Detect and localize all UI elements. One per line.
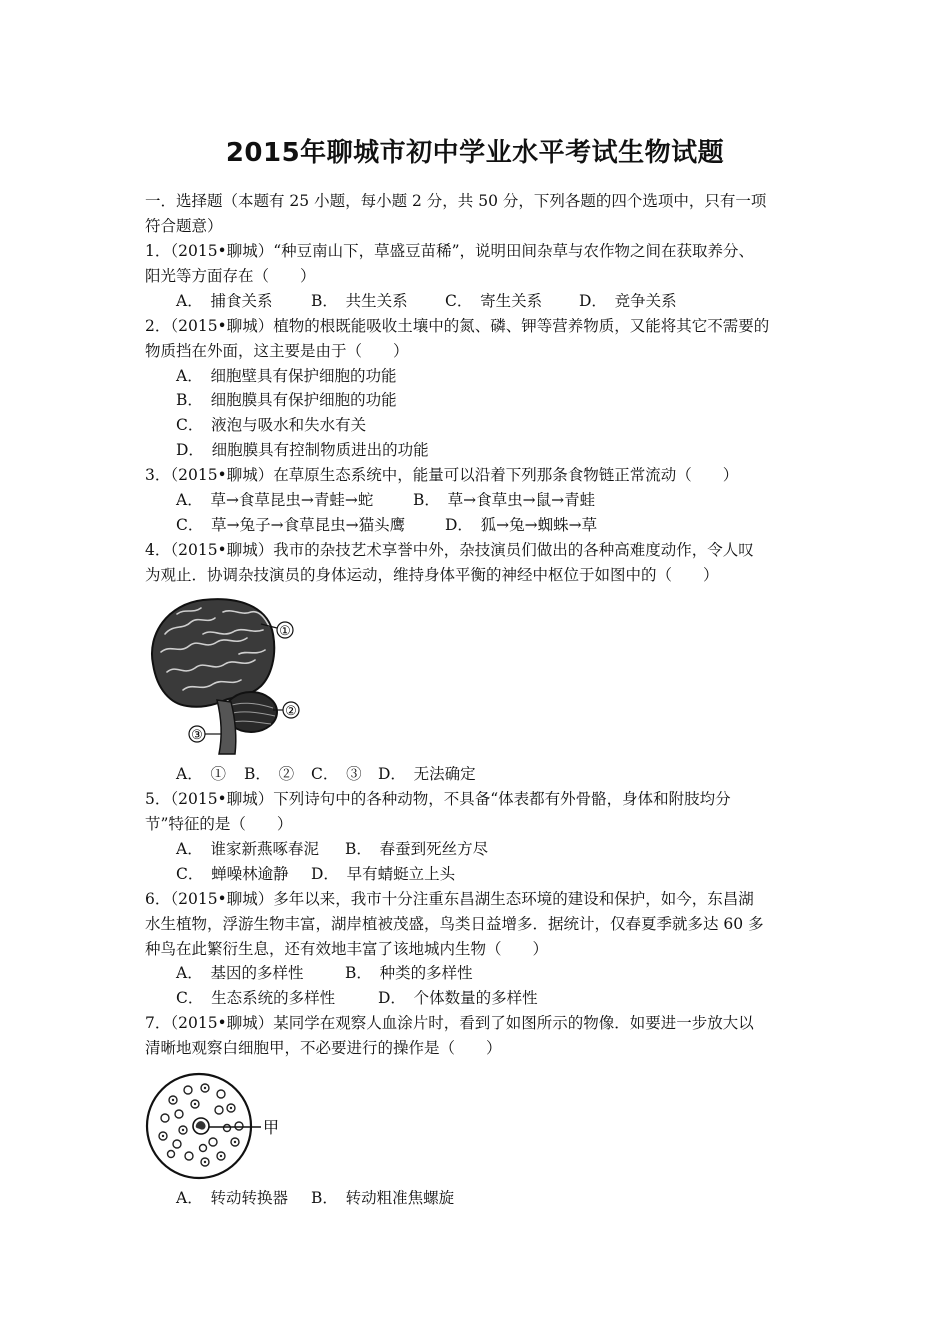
- q6-option-d: D． 个体数量的多样性: [378, 989, 538, 1007]
- q4-stem-line-2: 为观止．协调杂技演员的身体运动，维持身体平衡的神经中枢位于如图中的（ ）: [145, 566, 719, 584]
- blood-smear-diagram: [143, 1070, 283, 1182]
- q1-stem-line-2: 阳光等方面存在（ ）: [145, 267, 316, 285]
- q4-option-a: A． ①: [176, 765, 226, 783]
- q2-stem-line-1: 2．（2015•聊城）植物的根既能吸收土壤中的氮、磷、钾等营养物质，又能将其它不需要的: [145, 317, 770, 335]
- q2-option-a: A． 细胞壁具有保护细胞的功能: [176, 367, 397, 385]
- q5-stem-line-1: 5．（2015•聊城）下列诗句中的各种动物，不具备“体表都有外骨骼，身体和附肢均分: [145, 790, 731, 808]
- q5-option-b: B． 春蚕到死丝方尽: [345, 840, 489, 858]
- q4-option-b: B． ②: [244, 765, 295, 783]
- q1-stem-line-1: 1．（2015•聊城）“种豆南山下，草盛豆苗稀”，说明田间杂草与农作物之间在获取养分、: [145, 242, 755, 260]
- q1-option-b: B． 共生关系: [311, 292, 408, 310]
- q5-option-c: C． 蝉噪林逾静: [176, 865, 289, 883]
- brain-label-1: ①: [279, 624, 291, 639]
- q6-stem-line-1: 6．（2015•聊城）多年以来，我市十分注重东昌湖生态环境的建设和保护，如今，东昌湖: [145, 890, 754, 908]
- q1-option-a: A． 捕食关系: [176, 292, 273, 310]
- q2-option-c: C． 液泡与吸水和失水有关: [176, 416, 367, 434]
- q3-option-c: C． 草→兔子→食草昆虫→猫头鹰: [176, 516, 406, 534]
- q7-option-b: B． 转动粗准焦螺旋: [311, 1189, 455, 1207]
- q2-option-d: D． 细胞膜具有控制物质进出的功能: [176, 441, 429, 459]
- q6-option-a: A． 基因的多样性: [176, 964, 304, 982]
- q7-stem-line-2: 清晰地观察白细胞甲，不必要进行的操作是（ ）: [145, 1039, 502, 1057]
- q4-option-c: C． ③: [311, 765, 362, 783]
- q4-option-d: D． 无法确定: [378, 765, 476, 783]
- section-intro-line-2: 符合题意）: [145, 217, 223, 235]
- q3-stem-line-1: 3．（2015•聊城）在草原生态系统中，能量可以沿着下列那条食物链正常流动（ ）: [145, 466, 739, 484]
- q6-stem-line-2: 水生植物，浮游生物丰富，湖岸植被茂盛，鸟类日益增多．据统计，仅春夏季就多达 60 多: [145, 915, 764, 933]
- q2-stem-line-2: 物质挡在外面，这主要是由于（ ）: [145, 342, 409, 360]
- q3-option-a: A． 草→食草昆虫→青蛙→蛇: [176, 491, 374, 509]
- q3-option-d: D． 狐→兔→蜘蛛→草: [445, 516, 598, 534]
- q2-option-b: B． 细胞膜具有保护细胞的功能: [176, 391, 397, 409]
- q7-option-a: A． 转动转换器: [176, 1189, 288, 1207]
- q3-option-b: B． 草→食草虫→鼠→青蛙: [413, 491, 596, 509]
- q6-stem-line-3: 种鸟在此繁衍生息，还有效地丰富了该地城内生物（ ）: [145, 940, 549, 958]
- q5-option-a: A． 谁家新燕啄春泥: [176, 840, 319, 858]
- q6-option-c: C． 生态系统的多样性: [176, 989, 336, 1007]
- q5-option-d: D． 早有蜻蜓立上头: [311, 865, 456, 883]
- q5-stem-line-2: 节”特征的是（ ）: [145, 815, 293, 833]
- brain-label-2: ②: [285, 704, 297, 719]
- q4-stem-line-1: 4．（2015•聊城）我市的杂技艺术享誉中外，杂技演员们做出的各种高难度动作，令人叹: [145, 541, 754, 559]
- white-blood-cell-label: 甲: [263, 1118, 280, 1137]
- brain-diagram: [143, 594, 308, 756]
- q1-option-c: C． 寄生关系: [445, 292, 543, 310]
- q7-stem-line-1: 7．（2015•聊城）某同学在观察人血涂片时，看到了如图所示的物像．如要进一步放大以: [145, 1014, 754, 1032]
- q1-option-d: D． 竞争关系: [579, 292, 677, 310]
- section-intro-line-1: 一．选择题（本题有 25 小题，每小题 2 分，共 50 分，下列各题的四个选项中，只有一项: [145, 192, 767, 210]
- page-title: 2015年聊城市初中学业水平考试生物试题: [225, 138, 725, 168]
- brain-label-3: ③: [191, 728, 203, 743]
- q6-option-b: B． 种类的多样性: [345, 964, 473, 982]
